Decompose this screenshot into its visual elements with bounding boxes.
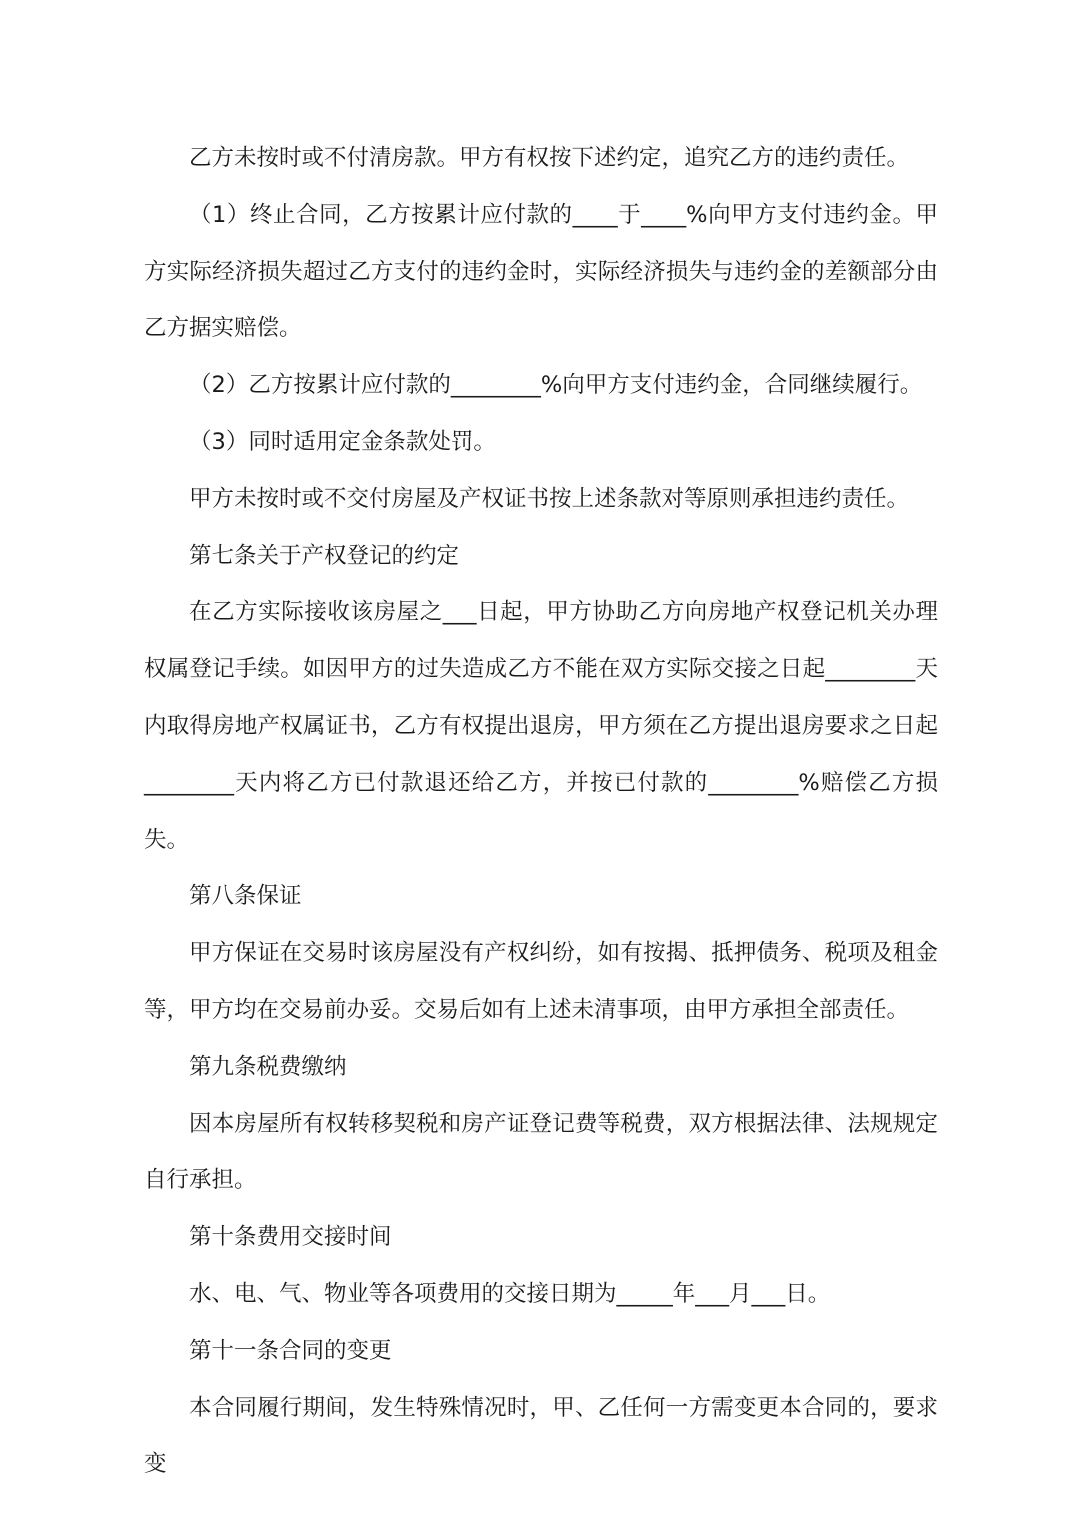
- document-body: [144, 130, 938, 1493]
- paragraph-clause-1: （1）终止合同，乙方按累计应付款的____于____%向甲方支付违约金。甲方实际经济损失超过乙方支付的违约金时，实际经济损失与违约金的差额部分由乙方据实赔偿。: [144, 201, 938, 342]
- paragraph-article-10: 水、电、气、物业等各项费用的交接日期为_____年___月___日。: [189, 1280, 831, 1307]
- paragraph-breach-buyer: 乙方未按时或不付清房款。甲方有权按下述约定，追究乙方的违约责任。: [189, 145, 910, 171]
- heading-article-7: 第七条关于产权登记的约定: [189, 542, 460, 569]
- heading-article-9: 第九条税费缴纳: [189, 1053, 347, 1080]
- heading-article-8: 第八条保证: [189, 883, 302, 910]
- paragraph-breach-seller: 甲方未按时或不交付房屋及产权证书按上述条款对等原则承担违约责任。: [189, 485, 910, 512]
- paragraph-article-11: 本合同履行期间，发生特殊情况时，甲、乙任何一方需变更本合同的，要求变: [144, 1394, 938, 1478]
- paragraph-clause-2: （2）乙方按累计应付款的________%向甲方支付违约金，合同继续履行。: [189, 372, 923, 399]
- paragraph-clause-3: （3）同时适用定金条款处罚。: [189, 428, 496, 455]
- paragraph-article-8: 甲方保证在交易时该房屋没有产权纠纷，如有按揭、抵押债务、税项及租金等，甲方均在交易前办妥。交易后如有上述未清事项，由甲方承担全部责任。: [144, 940, 938, 1023]
- heading-article-10: 第十条费用交接时间: [189, 1224, 392, 1251]
- heading-article-11: 第十一条合同的变更: [189, 1337, 392, 1364]
- paragraph-article-9: 因本房屋所有权转移契税和房产证登记费等税费，双方根据法律、法规规定自行承担。: [144, 1110, 938, 1194]
- paragraph-article-7: 在乙方实际接收该房屋之___日起，甲方协助乙方向房地产权登记机关办理权属登记手续。如因甲方的过失造成乙方不能在双方实际交接之日起________天内取得房地产权属证书，乙方有权提出退房，甲方须在乙方提出退房要求之日起________天内将乙方已付款退还给乙方，并按已付款的________%赔偿乙方损失。: [144, 599, 938, 853]
